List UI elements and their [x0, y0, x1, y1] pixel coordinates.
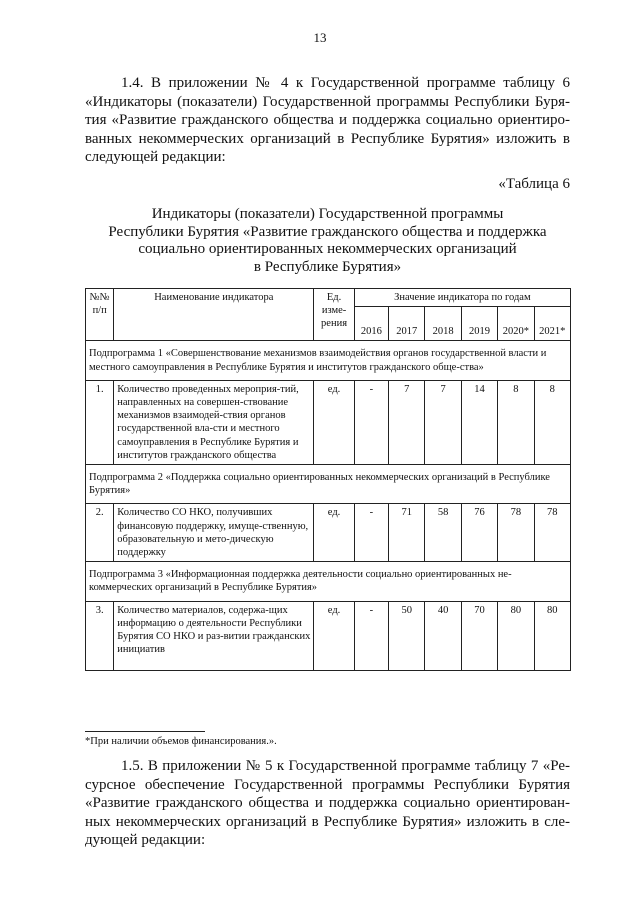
table-title-line: социально ориентированных некоммерческих организаций	[138, 241, 517, 257]
table-row	[86, 380, 571, 464]
row-value: -	[354, 504, 388, 562]
paragraph-1-5	[85, 757, 570, 850]
text-line: 1.4. В приложении № 4 к Государственной программе таблицу 6	[121, 75, 570, 91]
table-title-line: Индикаторы (показатели) Государственной программы	[151, 206, 504, 222]
row-value: 78	[534, 504, 570, 562]
header-year: 2019	[461, 307, 497, 341]
header-num: №№ п/п	[86, 289, 114, 341]
indicators-table	[85, 288, 571, 671]
table-title	[85, 206, 570, 276]
row-value: 14	[461, 380, 497, 464]
row-value: 8	[498, 380, 534, 464]
header-year: 2016	[354, 307, 388, 341]
text-line: 1.5. В приложении № 5 к Государственной программе таблицу 7 «Ре-	[121, 758, 570, 774]
text-line: тия «Развитие гражданского общества и поддержка социально ориентиро-	[85, 112, 570, 128]
page-number: 13	[313, 30, 327, 45]
row-value: 7	[389, 380, 425, 464]
row-num: 3.	[86, 601, 114, 671]
row-num: 1.	[86, 380, 114, 464]
row-value: 70	[461, 601, 497, 671]
row-value: 76	[461, 504, 497, 562]
header-values-group: Значение индикатора по годам	[354, 289, 570, 307]
row-value: 7	[425, 380, 461, 464]
subprogram-title: Подпрограмма 3 «Информационная поддержка деятельности социально ориентированных не-коммерческих организаций в Республике Бурятия»	[86, 562, 571, 601]
row-indicator-name: Количество СО НКО, получивших финансовую поддержку, имуще-ственную, образовательную и мето-дическую поддержку	[114, 504, 314, 562]
header-year: 2021*	[534, 307, 570, 341]
subprogram-title: Подпрограмма 1 «Совершенствование механизмов взаимодействия органов государственной власти и местного самоуправления в Республике Бурятия и институтов гражданского обще-ства»	[86, 341, 571, 380]
table-row	[86, 601, 571, 671]
text-line: «Развитие гражданского общества и поддержка социально ориентирован-	[85, 795, 570, 811]
row-indicator-name: Количество материалов, содержа-щих информацию о деятельности Республики Бурятия СО НКО и раз-витии гражданских инициатив	[114, 601, 314, 671]
text-line: «Индикаторы (показатели) Государственной программы Республики Буря-	[85, 93, 570, 110]
header-name: Наименование индикатора	[114, 289, 314, 341]
subprogram-row	[86, 341, 571, 380]
table-label: «Таблица 6	[498, 176, 570, 192]
row-indicator-name: Количество проведенных мероприя-тий, направленных на совершен-ствование механизмов взаимодей-ствия органов государственной вла-сти и местного самоуправления в Республике Бурятия и институтов гражданского общества	[114, 380, 314, 464]
row-value: -	[354, 601, 388, 671]
paragraph-1-4	[85, 74, 570, 167]
header-row	[86, 289, 571, 307]
row-value: 78	[498, 504, 534, 562]
header-year: 2017	[389, 307, 425, 341]
row-value: 58	[425, 504, 461, 562]
row-value: 80	[534, 601, 570, 671]
subprogram-row	[86, 562, 571, 601]
subprogram-row	[86, 465, 571, 504]
text-line: следующей редакции:	[85, 149, 226, 165]
text-line: сурсное обеспечение Государственной программы Республики Бурятия	[85, 776, 570, 793]
row-value: 80	[498, 601, 534, 671]
table-title-line: Республики Бурятия «Развитие гражданского общества и поддержка	[108, 223, 547, 240]
row-unit: ед.	[314, 601, 354, 671]
row-value: -	[354, 380, 388, 464]
header-year: 2018	[425, 307, 461, 341]
table-title-line: в Республике Бурятия»	[253, 258, 402, 275]
row-value: 71	[389, 504, 425, 562]
row-num: 2.	[86, 504, 114, 562]
row-value: 40	[425, 601, 461, 671]
row-value: 50	[389, 601, 425, 671]
subprogram-title: Подпрограмма 2 «Поддержка социально ориентированных некоммерческих организаций в Республике Бурятия»	[86, 465, 571, 504]
footnote: *При наличии объемов финансирования.».	[85, 736, 277, 747]
header-year: 2020*	[498, 307, 534, 341]
text-line: ванных некоммерческих организаций в Республике Бурятия» изложить в	[85, 130, 570, 147]
row-unit: ед.	[314, 504, 354, 562]
text-line: дующей редакции:	[85, 832, 206, 848]
row-unit: ед.	[314, 380, 354, 464]
row-value: 8	[534, 380, 570, 464]
table-row	[86, 504, 571, 562]
header-unit: Ед. изме- рения	[314, 289, 354, 341]
text-line: ных некоммерческих организаций в Республике Бурятия» изложить в сле-	[85, 813, 570, 830]
footnote-divider	[85, 731, 205, 732]
